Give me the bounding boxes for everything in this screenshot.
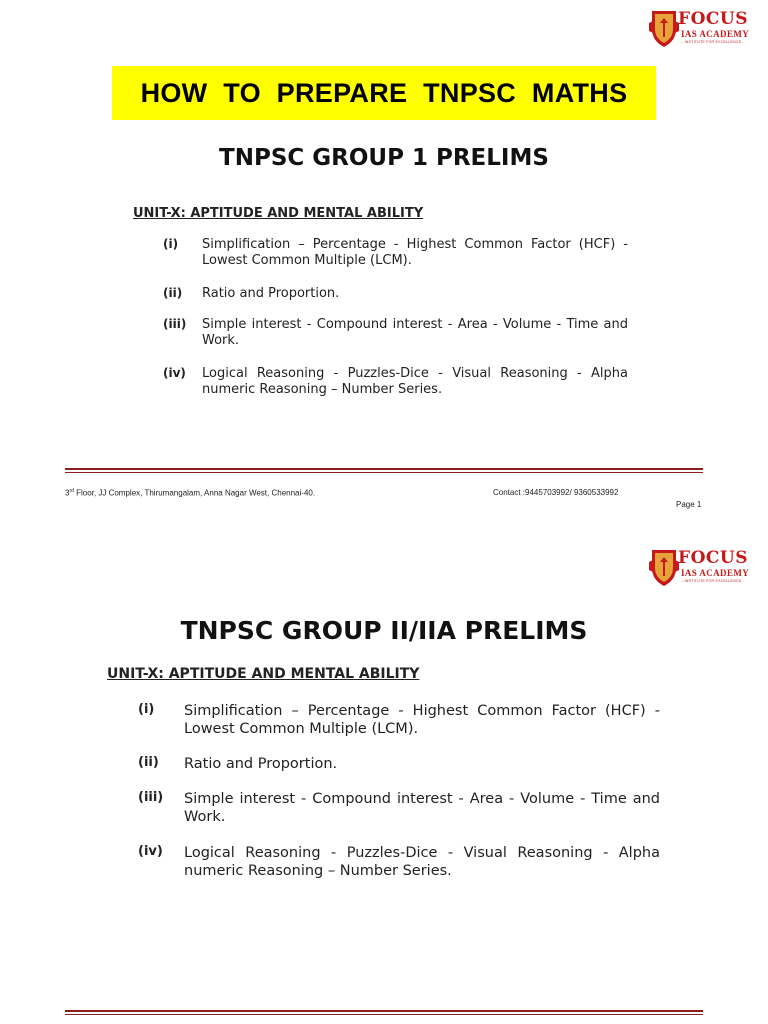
- item-number: (ii): [163, 286, 183, 300]
- page-number: Page 1: [676, 500, 702, 509]
- address-text: Floor, JJ Complex, Thirumangalam, Anna Nagar West, Chennai-40.: [73, 488, 316, 498]
- shield-icon: [648, 7, 680, 49]
- title-banner: [112, 66, 656, 120]
- brand-subtitle: IAS ACADEMY: [681, 29, 750, 39]
- item-text: Ratio and Proportion.: [184, 756, 338, 772]
- item-number: (ii): [138, 755, 159, 770]
- page2-unit-title: UNIT-X: APTITUDE AND MENTAL ABILITY: [107, 666, 420, 682]
- item-number: (iii): [138, 790, 164, 805]
- address-floor-suffix: rd: [69, 488, 74, 494]
- footer-divider: [65, 468, 703, 473]
- banner-title: HOW TO PREPARE TNPSC MATHS: [140, 77, 628, 108]
- item-number: (iv): [138, 844, 163, 859]
- item-number: (i): [138, 702, 155, 717]
- page2-heading: TNPSC GROUP II/IIA PRELIMS: [180, 616, 588, 645]
- item-text: Logical Reasoning - Puzzles-Dice - Visual Reasoning - Alpha numeric Reasoning – Number Series.: [202, 366, 628, 397]
- item-text: Simple interest - Compound interest - Area - Volume - Time and Work.: [184, 791, 660, 825]
- page1-heading: TNPSC GROUP 1 PRELIMS: [219, 145, 549, 171]
- item-number: (iii): [163, 317, 187, 331]
- item-text: Ratio and Proportion.: [202, 286, 340, 301]
- address-floor-number: 3: [65, 488, 70, 498]
- brand-name: FOCUS: [678, 9, 749, 29]
- item-number: (iv): [163, 366, 186, 380]
- item-text: Logical Reasoning - Puzzles-Dice - Visual Reasoning - Alpha numeric Reasoning – Number Series.: [184, 845, 660, 879]
- item-text: Simplification – Percentage - Highest Common Factor (HCF) - Lowest Common Multiple (LCM).: [184, 703, 660, 737]
- footer-address: [65, 488, 315, 498]
- brand-subtitle: IAS ACADEMY: [681, 568, 750, 578]
- footer-contact: Contact :9445703992/ 9360533992: [493, 488, 619, 497]
- footer-divider: [65, 1010, 703, 1015]
- page1-unit-title: UNIT-X: APTITUDE AND MENTAL ABILITY: [133, 206, 424, 221]
- item-number: (i): [163, 237, 179, 251]
- focus-logo: [648, 7, 758, 53]
- item-text: Simple interest - Compound interest - Area - Volume - Time and Work.: [202, 317, 628, 348]
- brand-name: FOCUS: [678, 548, 749, 568]
- shield-icon: [648, 546, 680, 588]
- brand-tagline: ...INSTITUTE FOR EXCELLENCE...: [681, 579, 745, 583]
- brand-tagline: ...INSTITUTE FOR EXCELLENCE...: [681, 40, 745, 44]
- item-text: Simplification – Percentage - Highest Common Factor (HCF) - Lowest Common Multiple (LCM).: [202, 237, 628, 268]
- focus-logo: [648, 546, 758, 592]
